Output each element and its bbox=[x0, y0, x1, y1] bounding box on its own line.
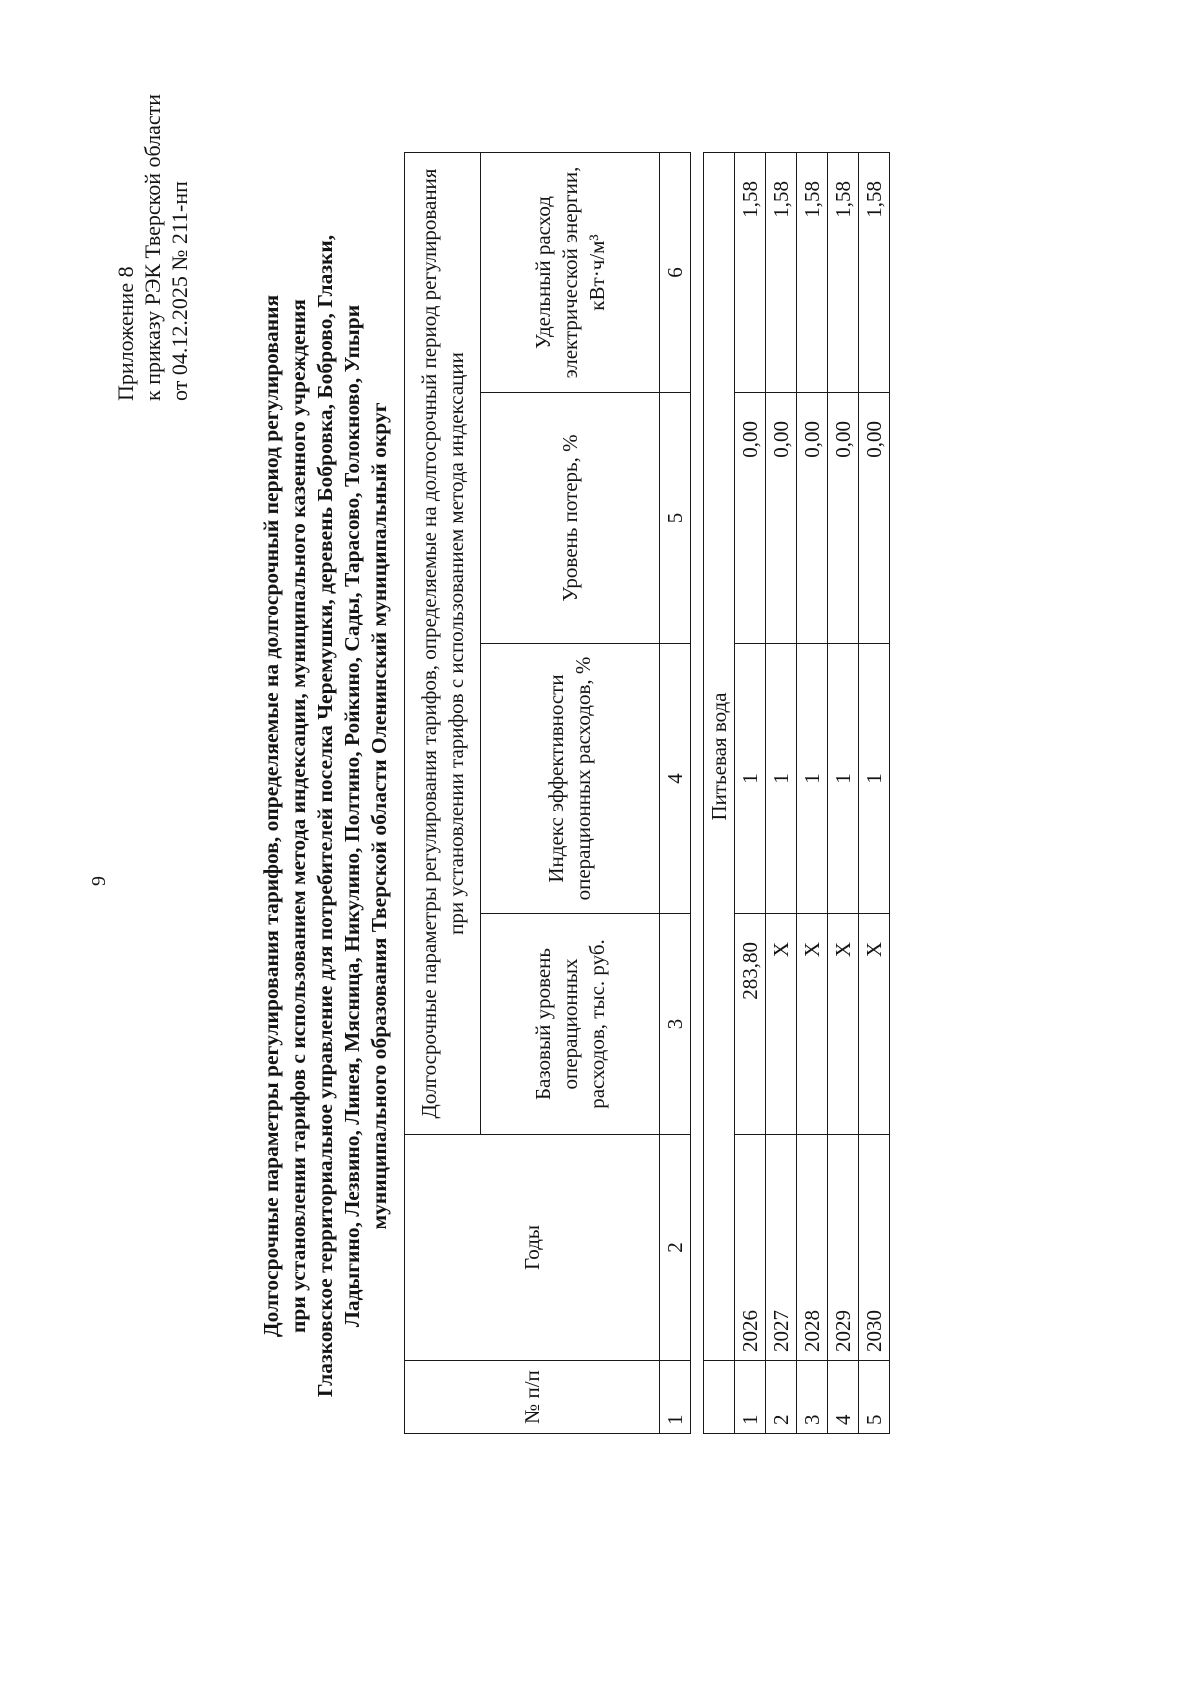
column-number: 5 bbox=[660, 393, 691, 644]
row-base-level: Х bbox=[766, 914, 797, 1135]
row-year: 2027 bbox=[766, 1135, 797, 1361]
separator-cell bbox=[691, 153, 704, 1434]
row-energy-consumption: 1,58 bbox=[859, 153, 890, 393]
appendix-line-2: к приказу РЭК Тверской области bbox=[140, 93, 165, 401]
row-number: 4 bbox=[828, 1361, 859, 1434]
section-blank bbox=[704, 1361, 735, 1434]
header-years: Годы bbox=[405, 1135, 660, 1361]
appendix-line-1: Приложение 8 bbox=[113, 266, 138, 401]
header-no: № п/п bbox=[405, 1361, 660, 1434]
row-year: 2028 bbox=[797, 1135, 828, 1361]
table-row bbox=[797, 153, 828, 1434]
separator-row bbox=[691, 153, 704, 1434]
section-title: Питьевая вода bbox=[704, 153, 735, 1361]
row-year: 2026 bbox=[735, 1135, 766, 1361]
row-number: 1 bbox=[735, 1361, 766, 1434]
row-year: 2029 bbox=[828, 1135, 859, 1361]
row-efficiency-index: 1 bbox=[859, 644, 890, 914]
row-base-level: Х bbox=[828, 914, 859, 1135]
row-loss-level: 0,00 bbox=[797, 393, 828, 644]
row-efficiency-index: 1 bbox=[828, 644, 859, 914]
table-row bbox=[828, 153, 859, 1434]
row-efficiency-index: 1 bbox=[735, 644, 766, 914]
row-energy-consumption: 1,58 bbox=[735, 153, 766, 393]
table-row bbox=[859, 153, 890, 1434]
row-number: 2 bbox=[766, 1361, 797, 1434]
row-energy-consumption: 1,58 bbox=[797, 153, 828, 393]
column-number: 6 bbox=[660, 153, 691, 393]
title-line-1: Долгосрочные параметры регулирования тарифов, определяемые на долгосрочный период регулирования bbox=[259, 294, 283, 1338]
header-energy-consumption: Удельный расход электрической энергии, кВт·ч/м³ bbox=[481, 153, 660, 393]
section-row bbox=[704, 153, 735, 1434]
column-number: 4 bbox=[660, 644, 691, 914]
header-efficiency-index: Индекс эффективности операционных расходов, % bbox=[481, 644, 660, 914]
appendix-header bbox=[112, 21, 193, 401]
row-efficiency-index: 1 bbox=[797, 644, 828, 914]
title-line-4: Ладыгино, Лезвино, Линея, Мясница, Никулино, Полтино, Ройкино, Сады, Тарасово, Толокново, Упыри bbox=[340, 304, 364, 1328]
row-base-level: 283,80 bbox=[735, 914, 766, 1135]
column-number: 3 bbox=[660, 914, 691, 1135]
column-number: 2 bbox=[660, 1135, 691, 1361]
title-line-3: Глазковское территориальное управление для потребителей поселка Черемушки, деревень Бобровка, Боброво, Глазки, bbox=[313, 234, 337, 1398]
page-number: 9 bbox=[88, 876, 110, 886]
table-row bbox=[766, 153, 797, 1434]
row-loss-level: 0,00 bbox=[828, 393, 859, 644]
row-loss-level: 0,00 bbox=[735, 393, 766, 644]
title-line-2: при установлении тарифов с использованием метода индексации, муниципального казенного учреждения bbox=[286, 299, 310, 1333]
row-energy-consumption: 1,58 bbox=[828, 153, 859, 393]
row-energy-consumption: 1,58 bbox=[766, 153, 797, 393]
title-line-5: муниципального образования Тверской области Оленинский муниципальный округ bbox=[367, 402, 391, 1230]
row-number: 3 bbox=[797, 1361, 828, 1434]
row-base-level: Х bbox=[859, 914, 890, 1135]
header-group: Долгосрочные параметры регулирования тарифов, определяемые на долгосрочный период регулирования при установлении тарифов с использованием метода индексации bbox=[405, 153, 481, 1135]
header-base-level: Базовый уровень операционных расходов, тыс. руб. bbox=[481, 914, 660, 1135]
column-number: 1 bbox=[660, 1361, 691, 1434]
appendix-line-3: от 04.12.2025 № 211-нп bbox=[167, 181, 192, 401]
row-loss-level: 0,00 bbox=[859, 393, 890, 644]
document-title bbox=[258, 66, 393, 1566]
table-row bbox=[735, 153, 766, 1434]
row-loss-level: 0,00 bbox=[766, 393, 797, 644]
row-efficiency-index: 1 bbox=[766, 644, 797, 914]
header-row-1 bbox=[405, 153, 481, 1434]
header-loss-level: Уровень потерь, % bbox=[481, 393, 660, 644]
column-numbers-row bbox=[660, 153, 691, 1434]
parameters-table bbox=[404, 152, 890, 1434]
row-year: 2030 bbox=[859, 1135, 890, 1361]
row-base-level: Х bbox=[797, 914, 828, 1135]
row-number: 5 bbox=[859, 1361, 890, 1434]
